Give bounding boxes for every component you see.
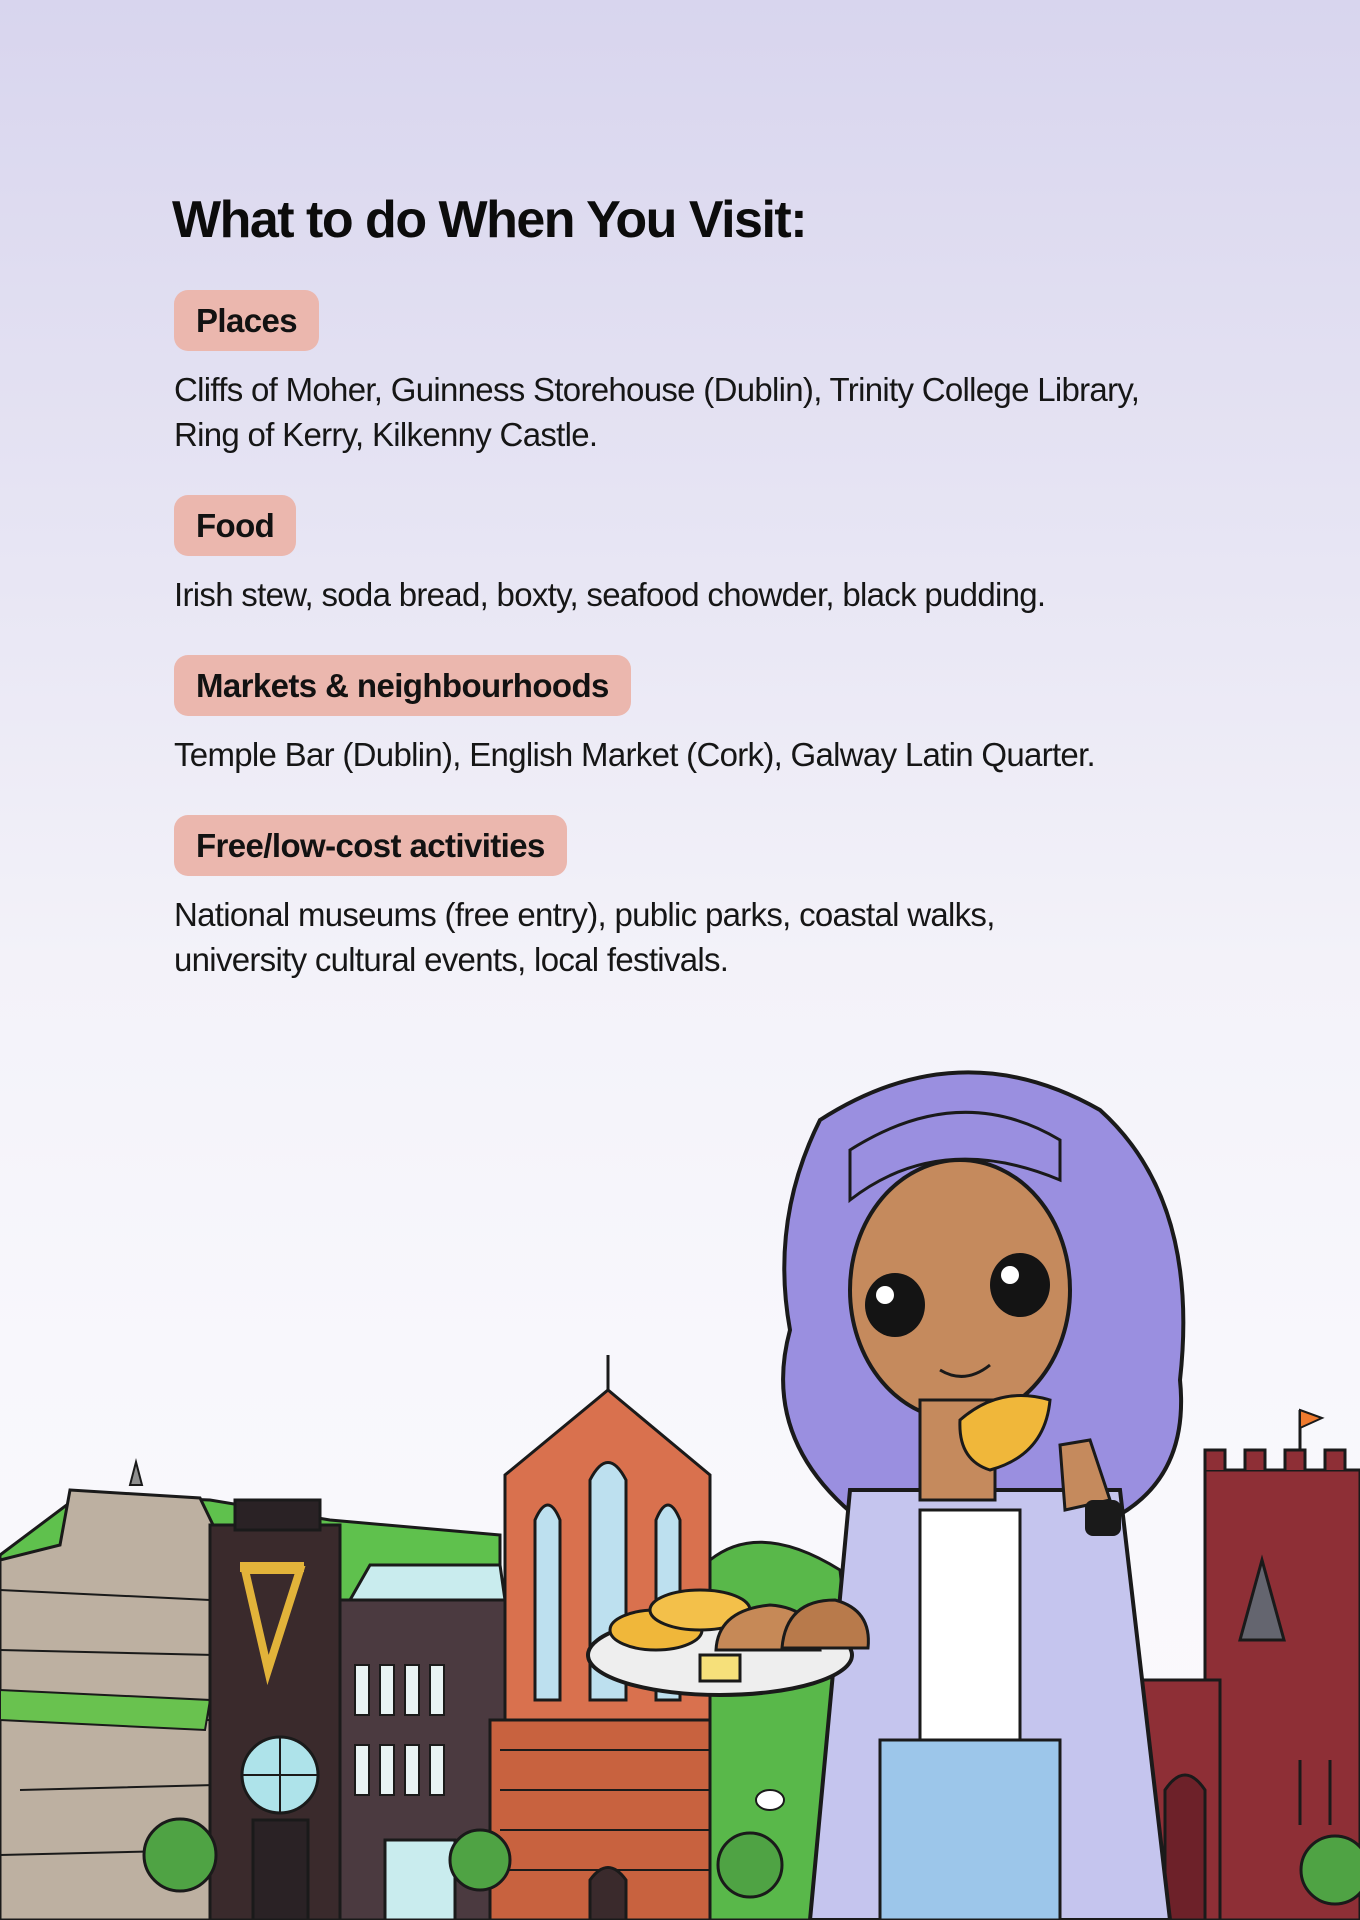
tag-places: Places [174,290,319,351]
page-title: What to do When You Visit: [172,191,807,249]
food-text: Irish stew, soda bread, boxty, seafood chowder, black pudding. [174,576,1046,613]
places-text-line2: Ring of Kerry, Kilkenny Castle. [174,416,598,453]
markets-text: Temple Bar (Dublin), English Market (Cork), Galway Latin Quarter. [174,736,1096,773]
section-free-activities [172,815,1252,982]
tag-markets: Markets & neighbourhoods [174,655,631,716]
section-food [172,495,1252,617]
content-area [172,190,1252,1020]
tag-food: Food [174,495,296,556]
guinness-building-icon [210,1500,340,1920]
free-activities-text [174,892,1252,982]
free-activities-line2: university cultural events, local festivals. [174,941,729,978]
tag-free-activities: Free/low-cost activities [174,815,567,876]
sheep-icon [756,1790,784,1810]
illustration [0,1040,1360,1920]
section-markets [172,655,1252,777]
places-text-line1: Cliffs of Moher, Guinness Storehouse (Dublin), Trinity College Library, [174,371,1140,408]
flag-icon [1300,1410,1322,1450]
section-places [172,290,1252,457]
free-activities-line1: National museums (free entry), public parks, coastal walks, [174,896,995,933]
girl-eating-icon [783,1072,1183,1920]
places-text [174,367,1252,457]
